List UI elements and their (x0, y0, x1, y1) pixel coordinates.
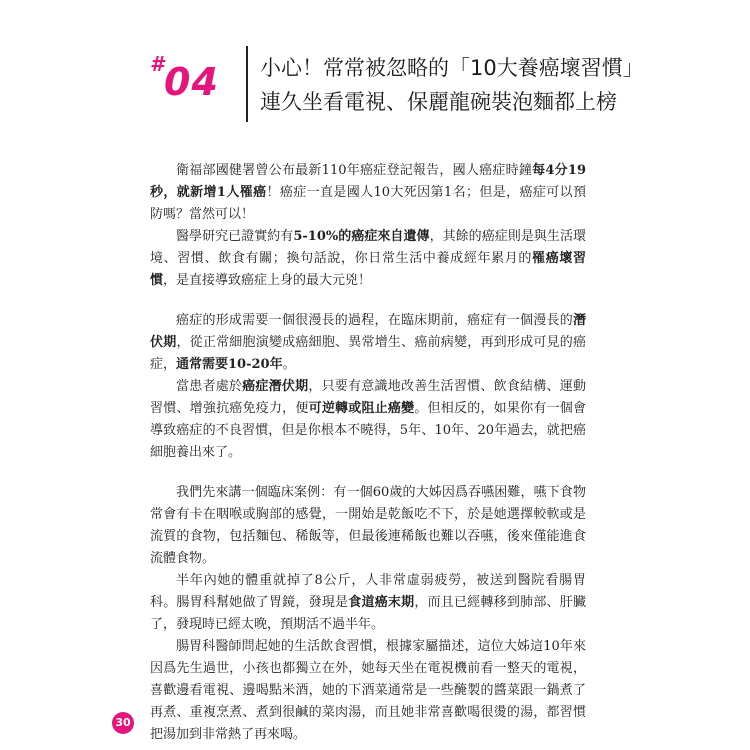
bold-text: 5-10%的癌症來自遺傳 (293, 229, 430, 244)
text-run: ，從正常細胞演變成癌細胞、異常增生、癌前病變，再到形成可見的癌症， (150, 335, 586, 372)
text-run: 。但相反的，如果你有一個會導致癌症的不良習慣，但是你根本不曉得，5年、10年、20年過去，就把癌細胞養出來了。 (150, 401, 586, 460)
header-divider (246, 46, 248, 122)
bold-text: 潛伏期 (150, 313, 586, 350)
chapter-title-line-2: 連久坐看電視、保麗龍碗裝泡麵都上榜 (260, 90, 617, 114)
text-run: 我們先來講一個臨床案例：有一個60歲的大姊因爲吞嚥困難，嚥下食物常會有卡在咽喉或胸部的感覺，一開始是乾飯吃不下，於是她選擇較軟或是流質的食物，包括麵包、稀飯等，但最後連稀飯也難以吞嚥，後來僅能進食流體食物。 (150, 485, 586, 566)
bold-text: 每4分19秒，就新增1人罹癌 (150, 163, 586, 200)
body-text (150, 160, 586, 746)
text-run: 醫學研究已證實約有 (176, 229, 294, 244)
text-run: 癌症的形成需要一個很漫長的過程，在臨床期前，癌症有一個漫長的 (176, 313, 573, 328)
paragraph (150, 160, 586, 226)
text-run: ！癌症一直是國人10大死因第1名；但是，癌症可以預防嗎？當然可以！ (150, 185, 586, 222)
chapter-header (150, 46, 644, 126)
text-run: 衛福部國健署曾公布最新110年癌症登記報告，國人癌症時鐘 (176, 163, 533, 178)
bold-text: 通常需要10-20年 (176, 357, 283, 372)
text-run: ，而且已經轉移到肺部、肝臟了，發現時已經太晚，預期活不過半年。 (150, 595, 586, 632)
paragraph (150, 482, 586, 570)
text-run: 。 (282, 357, 296, 372)
text-run: ，只要有意識地改善生活習慣、飲食結構、運動習慣、增強抗癌免疫力，便 (150, 379, 586, 416)
paragraph (150, 226, 586, 292)
paragraph (150, 570, 586, 636)
text-run: 半年內她的體重就掉了8公斤，人非常虛弱疲勞，被送到醫院看腸胃科。腸胃科幫她做了胃鏡，發現是 (150, 573, 586, 610)
paragraph (150, 636, 586, 746)
text-run: 當患者處於 (176, 379, 243, 394)
paragraph (150, 310, 586, 376)
bold-text: 可逆轉或阻止癌變 (308, 401, 415, 416)
hash-mark: # (150, 52, 164, 76)
page-number-badge: 30 (112, 712, 134, 734)
text-run: ，是直接導致癌症上身的最大元兇！ (163, 273, 372, 288)
text-run: ，其餘的癌症則是與生活環境、習慣、飲食有關；換句話說，你日常生活中養成經年累月的 (150, 229, 586, 266)
bold-text: 癌症潛伏期 (242, 379, 309, 394)
bold-text: 食道癌末期 (348, 595, 415, 610)
bold-text: 罹癌壞習慣 (150, 251, 586, 288)
chapter-title-line-1: 小心！常常被忽略的「10大養癌壞習慣」 (260, 56, 644, 80)
paragraph (150, 376, 586, 464)
text-run: 腸胃科醫師問起她的生活飲食習慣，根據家屬描述，這位大姊這10年來因爲先生過世，小孩也都獨立在外，她每天坐在電視機前看一整天的電視，喜歡邊看電視、邊喝點米酒，她的下酒菜通常是一些醃製的醬菜跟一鍋煮了再煮、重複烹煮、煮到很鹹的菜肉湯，而且她非常喜歡喝很燙的湯，都習慣把湯加到非常熱了再來喝。 (150, 639, 586, 742)
chapter-number: 04 (164, 60, 219, 104)
